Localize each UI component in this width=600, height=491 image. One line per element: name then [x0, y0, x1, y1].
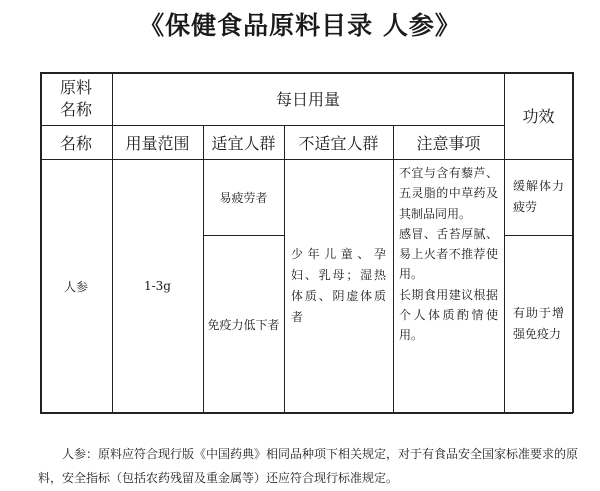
header-dosage-range: 用量范围	[125, 133, 190, 153]
unsuitable-text: 少年儿童、孕妇、乳母；湿热体质、阴虚体质者	[291, 247, 386, 324]
ingredient-table	[40, 72, 573, 413]
function-2-text: 有助于增强免疫力	[513, 306, 564, 341]
cell-unsuitable	[284, 159, 393, 413]
notes-item-1: 不宜与含有藜芦、五灵脂的中草药及其制品同用。	[399, 166, 498, 221]
notes-item-2: 感冒、舌苔厚腻、易上火者不推荐使用。	[399, 226, 498, 282]
header-unsuitable-group: 不适宜人群	[298, 133, 379, 153]
cell-suitable-1: 易疲劳者	[219, 190, 268, 205]
cell-notes	[393, 163, 504, 346]
notes-item-3: 长期食用建议根据个人体质酌情使用。	[399, 287, 498, 343]
document-title: 《保健食品原料目录 人参》	[139, 11, 461, 40]
cell-name: 人参	[63, 279, 88, 294]
header-name: 名称	[59, 133, 92, 153]
header-notes: 注意事项	[416, 133, 481, 153]
cell-suitable-2: 免疫力低下者	[207, 317, 280, 332]
cell-function-1	[504, 159, 573, 235]
header-raw-material-name: 原料 名称	[59, 77, 92, 119]
header-function: 功效	[522, 107, 555, 126]
header-suitable-group: 适宜人群	[211, 133, 276, 153]
header-daily-dosage: 每日用量	[275, 90, 340, 109]
footer-note: 人参：原料应符合现行版《中国药典》相同品种项下相关规定，对于有食品安全国家标准要求的原料，安全指标（包括农药残留及重金属等）还应符合现行标准规定。	[38, 447, 579, 485]
cell-dosage: 1-3g	[143, 279, 171, 293]
cell-function-2	[504, 235, 573, 413]
function-1-text: 缓解体力疲劳	[513, 179, 564, 214]
